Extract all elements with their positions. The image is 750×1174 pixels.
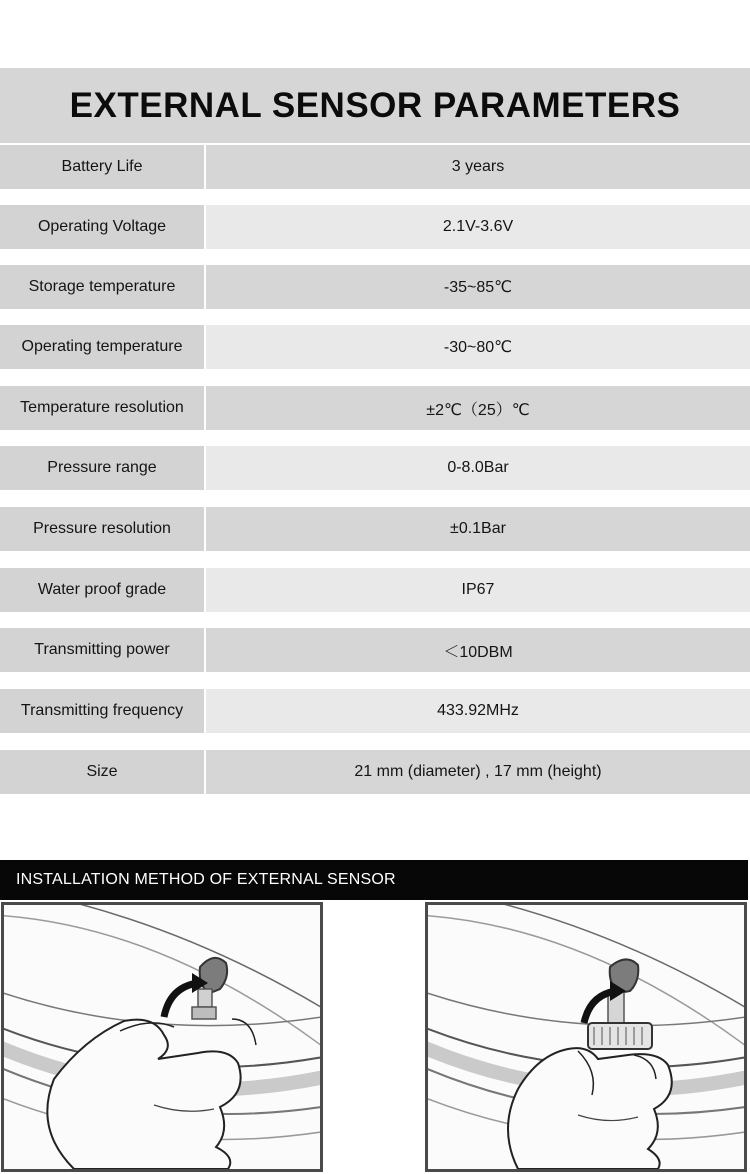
page-title: EXTERNAL SENSOR PARAMETERS bbox=[69, 85, 681, 125]
param-row-transmitting-frequency bbox=[0, 689, 750, 733]
param-label: Operating temperature bbox=[0, 325, 204, 369]
param-value: 21 mm (diameter) , 17 mm (height) bbox=[206, 750, 750, 794]
param-row-operating-voltage bbox=[0, 205, 750, 249]
param-label: Pressure range bbox=[0, 446, 204, 490]
param-value: 2.1V-3.6V bbox=[206, 205, 750, 249]
illustration-remove-valve-cap bbox=[1, 902, 323, 1172]
param-row-pressure-range bbox=[0, 446, 750, 490]
param-label: Storage temperature bbox=[0, 265, 204, 309]
param-label: Size bbox=[0, 750, 204, 794]
param-label: Operating Voltage bbox=[0, 205, 204, 249]
param-label: Transmitting frequency bbox=[0, 689, 204, 733]
param-label: Pressure resolution bbox=[0, 507, 204, 551]
param-value: -30~80℃ bbox=[206, 325, 750, 369]
param-value: 433.92MHz bbox=[206, 689, 750, 733]
param-value: IP67 bbox=[206, 568, 750, 612]
param-row-pressure-resolution bbox=[0, 507, 750, 551]
param-row-battery-life bbox=[0, 145, 750, 189]
param-label: Water proof grade bbox=[0, 568, 204, 612]
param-label: Temperature resolution bbox=[0, 386, 204, 430]
param-label: Transmitting power bbox=[0, 628, 204, 672]
param-value: ＜10DBM bbox=[206, 628, 750, 672]
illustration-install-sensor bbox=[425, 902, 747, 1172]
param-label: Battery Life bbox=[0, 145, 204, 189]
title-band bbox=[0, 68, 750, 143]
param-row-size bbox=[0, 750, 750, 794]
param-row-storage-temperature bbox=[0, 265, 750, 309]
param-value: -35~85℃ bbox=[206, 265, 750, 309]
param-row-transmitting-power bbox=[0, 628, 750, 672]
param-value: 3 years bbox=[206, 145, 750, 189]
param-row-operating-temperature bbox=[0, 325, 750, 369]
param-row-water-proof-grade bbox=[0, 568, 750, 612]
param-value: ±0.1Bar bbox=[206, 507, 750, 551]
param-row-temperature-resolution bbox=[0, 386, 750, 430]
param-value: 0-8.0Bar bbox=[206, 446, 750, 490]
installation-heading: INSTALLATION METHOD OF EXTERNAL SENSOR bbox=[0, 860, 748, 900]
param-value: ±2℃（25）℃ bbox=[206, 386, 750, 430]
